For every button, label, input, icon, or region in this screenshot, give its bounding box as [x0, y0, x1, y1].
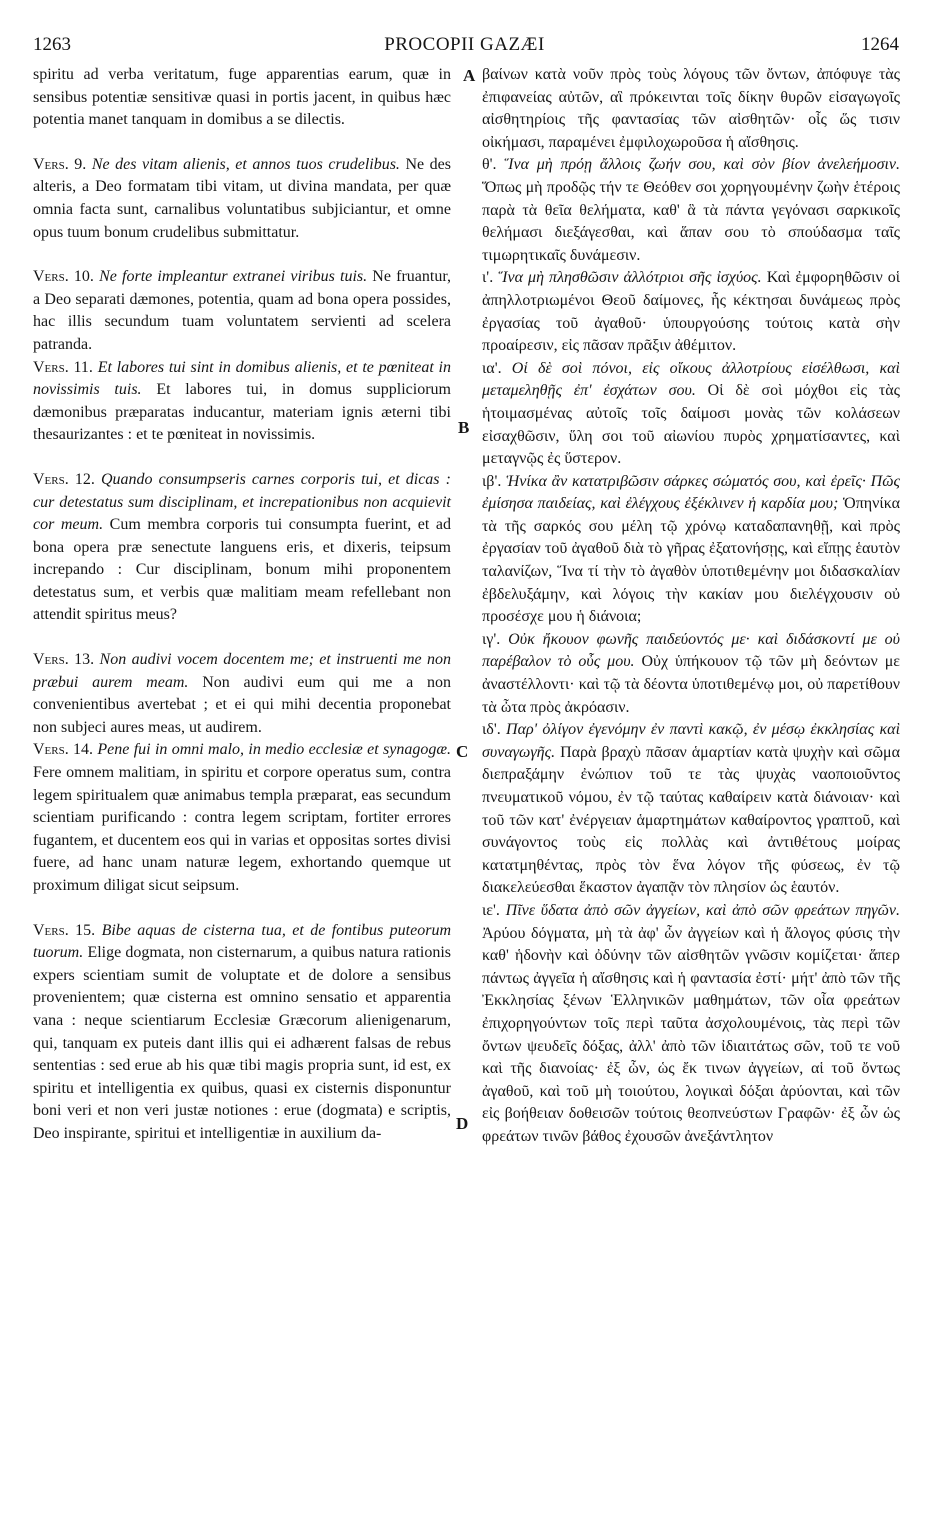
greek-para-intro: [482, 64, 900, 154]
running-title: PROCOPII GAZÆI: [384, 34, 545, 55]
verse-label: ιβ'.: [482, 472, 502, 490]
margin-letter-d: D: [456, 1114, 469, 1133]
verse-label: Vers. 12.: [33, 470, 95, 488]
page-number-left: 1263: [33, 34, 71, 55]
para-text: Οὐχ ὑπήκουον τῷ τῶν μὴ δεόντων με ἀναστέλλοντι· καὶ τῷ τὰ δέοντα ὑποτιθεμένῳ μοι, οὐ παρετίθουν τὰ ὦτα πρὸς ἀκρόασιν.: [482, 653, 900, 716]
verse-lemma: Bibe aquas de cisterna tua, et de fontibus puteorum tuorum.: [33, 921, 452, 962]
para-text: Ὅπως μὴ προδῷς τήν τε Θεόθεν σοι χορηγουμένην ζωὴν ἑτέροις παρὰ τὰ θεῖα θελήματα, καθ' ἃ τὰ πάντα γεγόνασι σαρκικοῖς θελήμασι διεξάγεσθαι, καὶ ἅπαν σου τὸ σπούδασμα ταῖς τιμωρητικαῖς δυνάμεσιν.: [482, 178, 900, 264]
latin-para-vers-11: [33, 357, 451, 447]
para-text: βαίνων κατὰ νοῦν πρὸς τοὺς λόγους τῶν ὄντων, ἀπόφυγε τὰς ἐπιφανείας αὐτῶν, αἳ πρόκεινται τοῖς δίκην θυρῶν εἰσαγωγοῖς αἰσθητηρίοις τῆς φαντασίας τῶν αἰσθητῶν· οἷς ὥς τισιν οἰκήμασι, παραμένει ἐμφιλοχωροῦσα ἡ αἴσθησις.: [482, 66, 900, 151]
margin-letter-c: C: [456, 742, 469, 761]
verse-label: ιγ'.: [482, 630, 501, 648]
para-text: Ne des alteris, a Deo formatam tibi vitam, ut divina mandata, per quæ omnia facta sunt, carnalibus voluntatibus subjiciantur, et omne opus tuum bonum crudelibus submittatur.: [33, 155, 452, 241]
greek-para-15: [482, 900, 900, 1149]
verse-lemma: Οἱ δὲ σοὶ πόνοι, εἰς οἴκους ἀλλοτρίους εἰσέλθωσι, καὶ μεταμεληθῇς ἐπ' ἐσχάτων σου.: [482, 359, 901, 400]
margin-letter-a: A: [463, 66, 476, 85]
verse-lemma: Ἡνίκα ἂν κατατριβῶσιν σάρκες σώματός σου, καὶ ἐρεῖς· Πῶς ἐμίσησα παιδείας, καὶ ἐλέγχους ἐξέκλινεν ἡ καρδία μου;: [482, 472, 901, 513]
verse-lemma: Πῖνε ὕδατα ἀπὸ σῶν ἀγγείων, καὶ ἀπὸ σῶν φρεάτων πηγῶν.: [505, 901, 901, 919]
para-text: Non audivi eum qui me a non convenientibus avertebat ; et ei qui mihi decentia proponebat non subjeci aures meas, ut audirem.: [33, 673, 452, 736]
para-text: spiritu ad verba veritatum, fuge apparentias earum, quæ in sensibus potentiæ sensitivæ quasi in portis jacent, in quibus hæc potentia manet tanquam in domibus a se dilectis.: [33, 66, 451, 129]
verse-label: Vers. 9.: [33, 155, 87, 173]
verse-label: Vers. 10.: [33, 268, 94, 286]
greek-para-13: [482, 629, 900, 719]
para-text: Οἱ δὲ σοὶ μόχθοι εἰς τὰς ἡτοιμασμένας αὐτοῖς τοῖς δαίμοσι μονὰς τῶν κολάσεων εἰσαχθῶσιν, ὕλη σοι τοῦ αἰωνίου πυρὸς χρηματίσαντες, καὶ μεταγνῷς ἐς ὕστερον.: [482, 382, 901, 468]
verse-lemma: Ἵνα μὴ πρόῃ ἄλλοις ζωήν σου, καὶ σὸν βίον ἀνελεήμοσιν.: [504, 156, 901, 174]
para-text: Ne fruantur, a Deo separati dæmones, potentia, quam ad bona opera possides, hac illis secundum tuam voluntatem servienti ad scelera patranda.: [33, 268, 452, 353]
verse-label: Vers. 15.: [33, 921, 96, 939]
latin-para-vers-13: [33, 649, 451, 739]
verse-lemma: Οὐκ ἤκουον φωνῆς παιδεύοντός με· καὶ διδάσκοντί με οὐ παρέβαλον τὸ οὖς μου.: [482, 630, 901, 671]
greek-para-9: [482, 154, 900, 267]
verse-lemma: Quando consumpseris carnes corporis tui, et dicas : cur detestatus sum disciplinam, et increpationibus non acquievit cor meum.: [33, 470, 451, 534]
verse-label: θ'.: [482, 156, 497, 174]
para-text: Ἀρύου δόγματα, μὴ τὰ ἀφ' ὧν ἀγγείων καὶ ἡ ἄλογος φύσις τὴν καθ' ἡδονὴν καὶ ὀδύνην τῶν αἰσθητῶν γνῶσιν κομίζεται· ἅπερ πάντως ἀγγεῖα ἡ αἴσθησις καὶ ἡ φαντασία ἐστί· μήτ' ἀπὸ τῶν τῆς Ἐκκλησίας ξένων Ἑλληνικῶν μαθημάτων, τῶν οἷα φρεάτων ἐπιχορηγούντων τοῖς περὶ ταῦτα ἀσχολουμένοις, τὰς περὶ τῶν ὄντων ψευδεῖς δόξας, ἀλλ' ἀπὸ τῶν ἰδιαιτάτως σῶν, τοῦ τε νοῦ καὶ τῆς διανοίας· ἐξ ὧν, ὡς ἔκ τινων ἀγγείων, αἱ τοῦ ὄντως ἀγαθοῦ, καὶ τοῦ μὴ τοιούτου, λογικαὶ δόξαι ἀρύονται, καὶ τῶν εἰς βοήθειαν δοθεισῶν τούτοις θεοπνεύστων Γραφῶν· ἐξ ὧν ὡς φρεάτων τινῶν βάθος ἐχουσῶν ἀνεξάντλητον: [482, 924, 900, 1145]
greek-para-12: [482, 471, 900, 629]
para-text: Παρὰ βραχὺ πᾶσαν ἁμαρτίαν κατὰ ψυχὴν καὶ σῶμα διεπραξάμην ἐνώπιον τοῦ τε τὰς ψυχὰς ναοποιοῦντος πνευματικοῦ νόμου, ἐν τῷ ταύτας καθαίρειν κατὰ διάνοιαν· καὶ τοῦ τῶν κατ' ἐνέργειαν ἁμαρτημάτων καθαίροντος γραπτοῦ, καὶ συνάγοντος τοὺς εἰς πολλὰς καὶ ἀντιθέτους μοίρας κατατμηθέντας, πρὸς τὸν ἕνα λόγον τῆς φύσεως, ἐν τῷ διακελεύεσθαι ἕκαστον ἀγαπᾷν τὸν πλησίον ὡς ἑαυτόν.: [482, 743, 901, 897]
latin-para-intro: [33, 64, 451, 132]
latin-para-vers-15: [33, 920, 451, 1146]
latin-para-vers-12: [33, 469, 451, 627]
verse-lemma: Ne forte impleantur extranei viribus tuis.: [99, 268, 368, 286]
greek-para-14: [482, 719, 900, 900]
page-number-right: 1264: [861, 34, 899, 55]
verse-label: Vers. 13.: [33, 651, 95, 669]
para-text: Elige dogmata, non cisternarum, a quibus natura rationis expers scientiam sumit de voluptate et de dolore a sensibus provenientem; quæ cisterna est omnino sensatio et apparentia vana : neque scientiarum Ecclesiæ Græcorum alienigenarum, qui, tanquam ex puteis dant illis qui ei adhærent falsas de rebus sententias : sed erue ab his quæ tibi magis propria sunt, id est, ex spiritu et intelligentia ex quibus, quasi ex cisternis disponuntur boni veri et non veri justæ notiones : erue (dogmata) e scriptis, Deo inspirante, spiritui et intelligentiæ in auxilium da-: [33, 944, 452, 1142]
verse-lemma: Ἵνα μὴ πλησθῶσιν ἀλλότριοι σῆς ἰσχύος.: [498, 269, 762, 287]
para-text: Ὁπηνίκα τὰ τῆς σαρκός σου μέλη τῷ χρόνῳ καταδαπανηθῇ, καὶ πρὸς ἐργασίαν τοῦ ἀγαθοῦ διὰ τὸ γῆρας ἐξατονήσῃς, καὶ εἴπῃς ἑαυτὸν ταλανίζων, Ἵνα τί τὴν τὸ ἀγαθὸν ὑποτιθεμένην μοι διδασκαλίαν ἐβδελυξάμην, καὶ λόγοις τὴν κακίαν μου διελέγχουσιν οὐ προσέσχε μου ἡ διάνοια;: [482, 495, 900, 626]
verse-lemma: Non audivi vocem docentem me; et instruenti me non præbui aurem meam.: [33, 651, 451, 691]
latin-para-vers-10: [33, 266, 451, 356]
greek-column: [482, 64, 900, 1149]
verse-label: ιδ'.: [482, 721, 501, 739]
latin-para-vers-9: [33, 154, 451, 244]
greek-para-11: [482, 358, 900, 471]
greek-para-10: [482, 267, 900, 357]
latin-para-vers-14: [33, 739, 451, 897]
verse-lemma: Pene fui in omni malo, in medio ecclesiæ et synagogæ.: [97, 741, 451, 759]
verse-lemma: Παρ' ὀλίγον ἐγενόμην ἐν παντὶ κακῷ, ἐν μέσῳ ἐκκλησίας καὶ συναγωγῆς.: [482, 721, 901, 761]
para-text: Et labores tui, in domus suppliciorum dæmonibus præparatas inducantur, materiam ignis æterni tibi thesaurizantes : et te pœniteat in novissimis.: [33, 381, 452, 444]
verse-label: ιε'.: [482, 901, 500, 919]
verse-label: ια'.: [482, 359, 502, 377]
para-text: Καὶ ἐμφορηθῶσιν οἱ ἀπηλλοτριωμένοι Θεοῦ δαίμονες, ἧς κέκτησαι δυνάμεως πρὸς ἐργασίας τοῦ ἀγαθοῦ· ὑπουργούσης τούτοις κατὰ σὴν προαίρεσιν, εἰς πᾶσαν πρᾶξιν ἀθέμιτον.: [482, 269, 901, 355]
verse-lemma: Ne des vitam alienis, et annos tuos crudelibus.: [91, 155, 400, 173]
verse-lemma: Et labores tui sint in domibus alienis, et te pœniteat in novissimis tuis.: [33, 358, 451, 399]
verse-label: ι'.: [482, 269, 494, 287]
para-text: Fere omnem malitiam, in spiritu et corpore operatus sum, contra legem spiritualem quæ animabus templa præparat, eas secundum scientiam purificando : contra legem scriptam, fortiter errores fugantem, et ducentem eos qui in varias et oppositas sortes divisi fuere, ad hanc unam naturæ legem, exhortando quemque ut proximum diligat sicut seipsum.: [33, 764, 451, 894]
verse-label: Vers. 11.: [33, 358, 93, 376]
verse-label: Vers. 14.: [33, 741, 94, 759]
latin-column: [33, 64, 451, 1146]
margin-letter-b: B: [458, 418, 470, 437]
para-text: Cum membra corporis tui consumpta fuerint, et ad bona opera præ senectute languens eris, et dixeris, teipsum increpando : Cur disciplinam, bonum mihi proponentem detestatus sum, et verbis quæ malitiam meam refellebant non attendit spiritus meus?: [33, 516, 451, 624]
